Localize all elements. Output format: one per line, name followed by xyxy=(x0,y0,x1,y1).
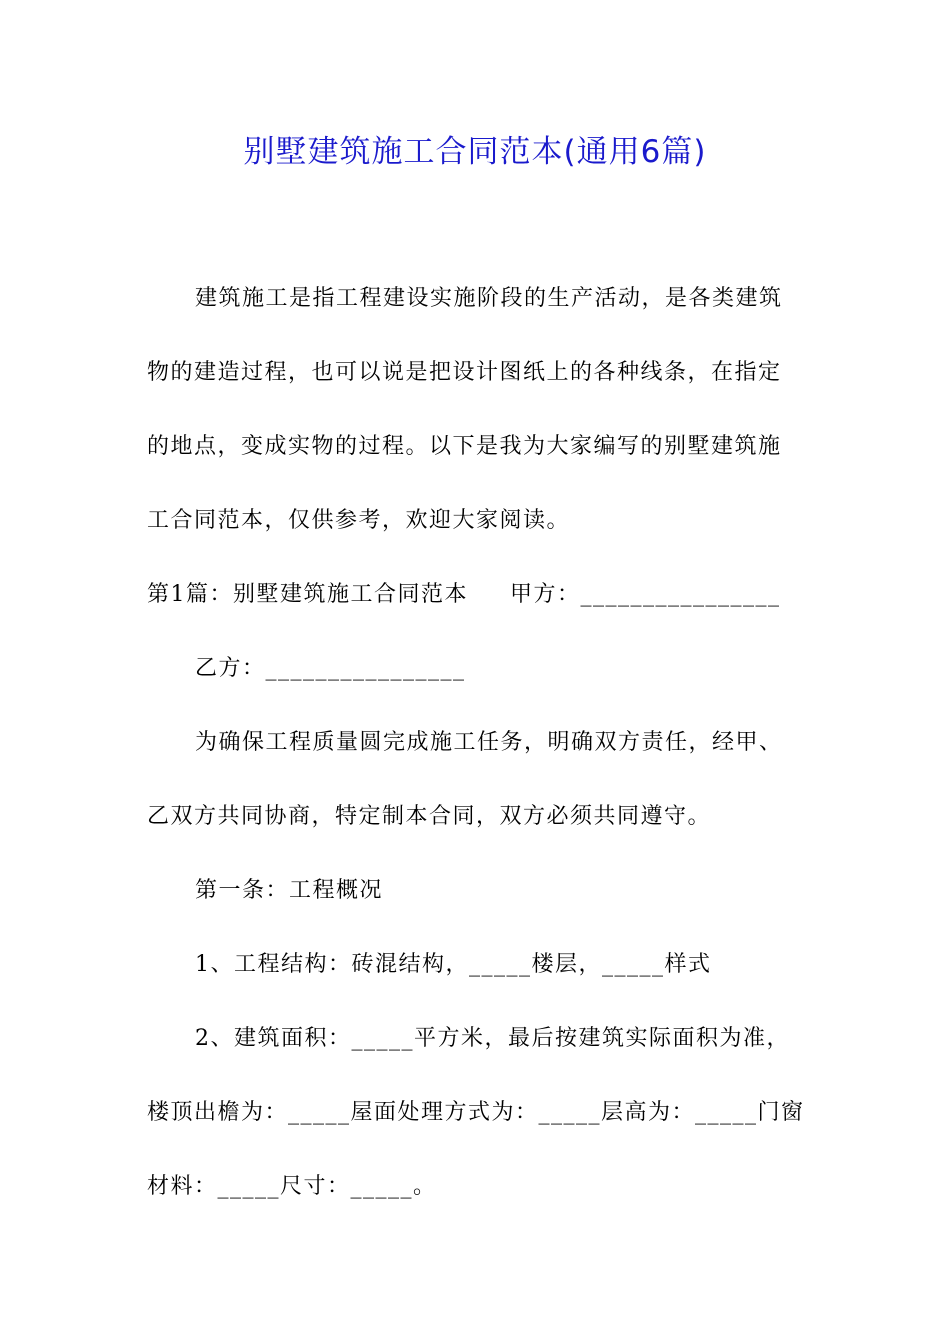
section-heading: 第1篇：别墅建筑施工合同范本 xyxy=(147,582,468,607)
party-b-field: 乙方：________________ xyxy=(195,656,466,681)
article-item-continued: 楼顶出檐为：_____屋面处理方式为：_____层高为：_____门窗 xyxy=(147,1100,805,1125)
intro-line: 工合同范本，仅供参考，欢迎大家阅读。 xyxy=(147,508,571,533)
intro-line: 物的建造过程，也可以说是把设计图纸上的各种线条，在指定 xyxy=(147,360,782,385)
party-a-field: 甲方：________________ xyxy=(510,582,781,607)
article-heading: 第一条：工程概况 xyxy=(195,878,384,903)
purpose-line: 为确保工程质量圆完成施工任务，明确双方责任，经甲、 xyxy=(195,730,783,755)
document-body xyxy=(147,262,807,1224)
intro-line: 的地点，变成实物的过程。以下是我为大家编写的别墅建筑施 xyxy=(147,434,782,459)
purpose-line: 乙双方共同协商，特定制本合同，双方必须共同遵守。 xyxy=(147,804,712,829)
section-heading-line xyxy=(147,558,807,632)
article-item-continued: 材料：_____尺寸：_____。 xyxy=(147,1174,437,1199)
intro-line: 建筑施工是指工程建设实施阶段的生产活动，是各类建筑 xyxy=(195,286,783,311)
article-item: 1、工程结构：砖混结构，_____楼层，_____样式 xyxy=(195,952,712,977)
article-item: 2、建筑面积：_____平方米，最后按建筑实际面积为准， xyxy=(195,1026,790,1051)
document-title: 别墅建筑施工合同范本(通用6篇) xyxy=(243,134,707,170)
